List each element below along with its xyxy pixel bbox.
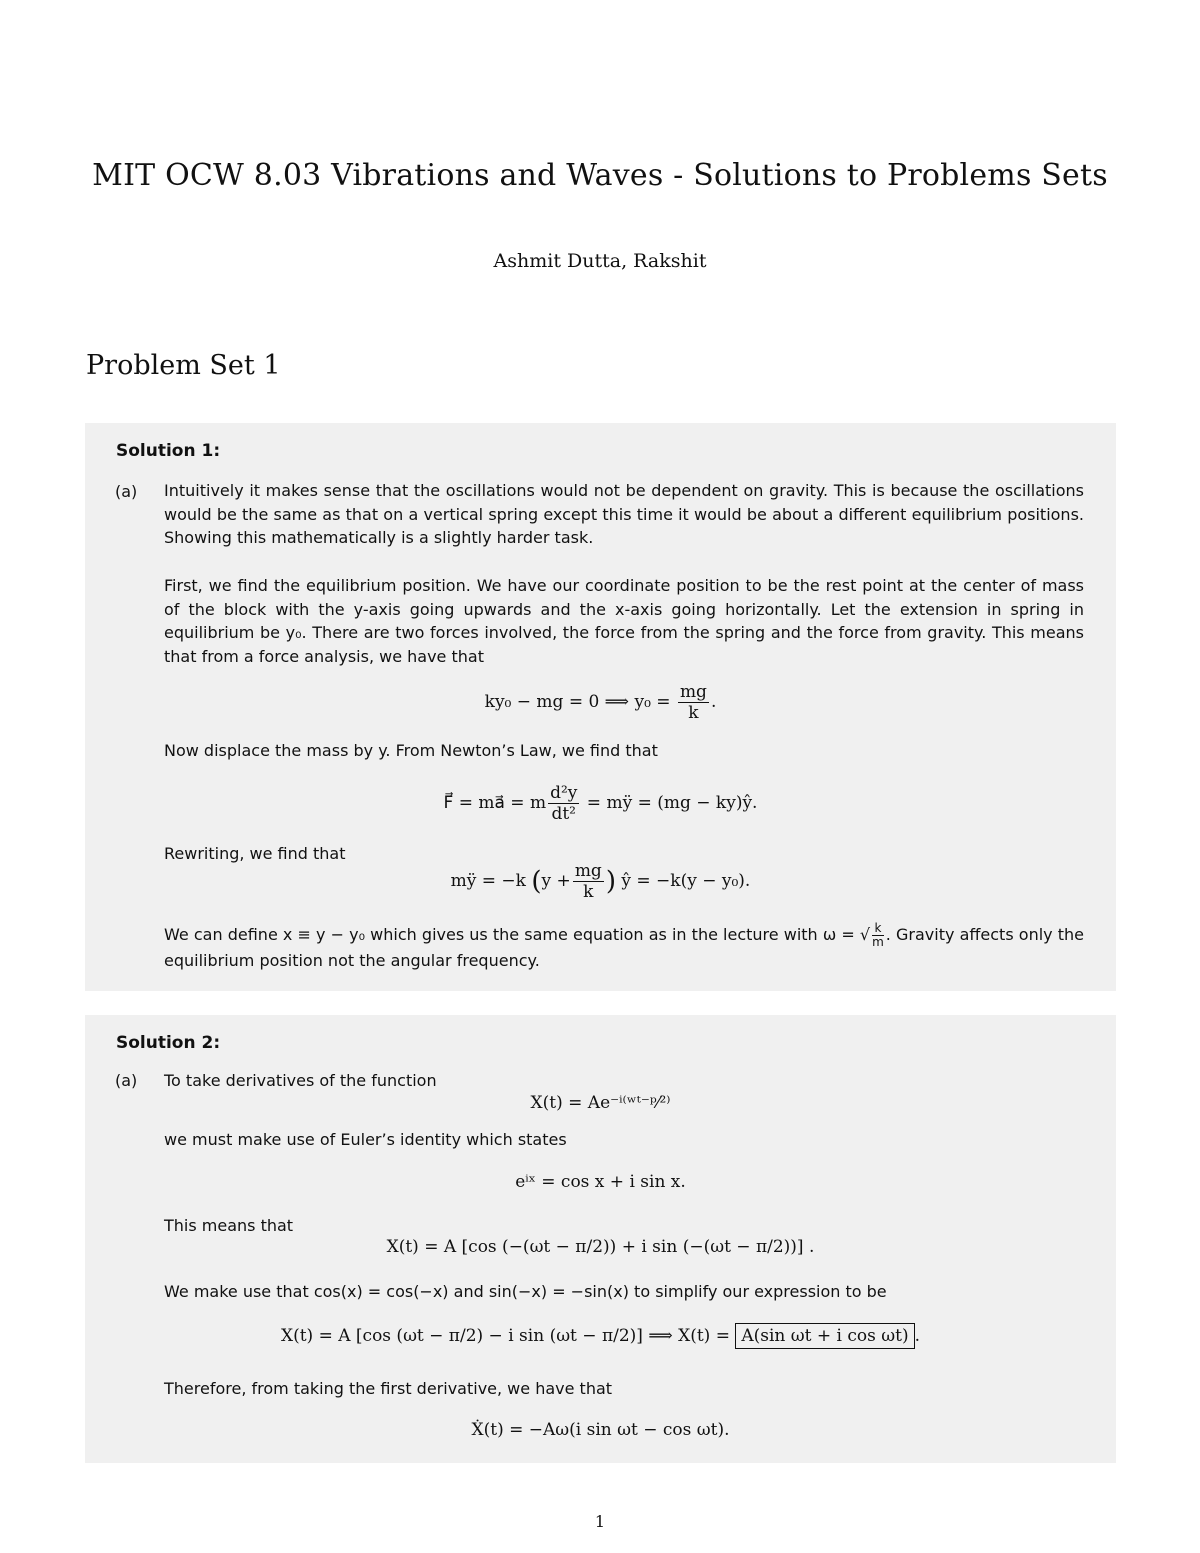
numerator: mg [679,682,707,702]
solution-1-paragraph-1: Intuitively it makes sense that the oscillations would not be dependent on gravity. This is because the oscillations would be the same as that on a vertical spring except this time it would be about a different equilibrium positions. Showing this mathematically is a slightly harder task. [164,481,1084,547]
equilibrium-equation: ky₀ − mg = 0 ⟹ y₀ = $\frac{mg}{k}$ . [484,682,717,723]
equation-main: X(t) = A [cos (ωt − π/2) − i sin (ωt − π/2)] ⟹ X(t) = [280,1326,736,1346]
paper-title: MIT OCW 8.03 Vibrations and Waves - Solutions to Problems Sets [92,158,1108,193]
simplified-equation: X(t) = A [cos (ωt − π/2) − i sin (ωt − π/2)] ⟹ X(t) = A(sin ωt + i cos ωt) . [85,1326,1116,1346]
author-list: Ashmit Dutta, Rakshit [493,250,707,272]
solution-1-paragraph-3: Now displace the mass by y. From Newton’s Law, we find that [164,741,658,760]
solution-2-paragraph-1: To take derivatives of the function [164,1071,437,1090]
fraction [678,682,709,723]
solution-2-paragraph-3: This means that [164,1216,294,1235]
numerator: d²y [550,783,578,803]
solution-2-paragraph-5: Therefore, from taking the first derivative, we have that [164,1379,613,1398]
paragraph-text-start: We can define x ≡ y − y₀ which gives us the same equation as in the lecture with ω = √ [164,925,871,944]
part-a-label: (a) [115,1071,138,1090]
paragraph-text-end: . Gravity affects only the equilibrium position not the angular frequency. [164,925,1085,970]
solution-2-heading: Solution 2: [116,1033,221,1053]
boxed-result: A(sin ωt + i cos ωt) [735,1323,914,1349]
solution-1-heading: Solution 1: [116,441,221,461]
rewritten-equation [85,861,1116,902]
equation-left-side: F⃗ = ma⃗ = m [443,793,547,813]
newton-equation [85,783,1116,824]
section-heading: Problem Set 1 [86,350,281,381]
equation-right-side: ŷ = −k(y − y₀). [621,871,751,891]
denominator: k [688,703,699,723]
numerator: k [872,922,884,936]
denominator: k [583,882,594,902]
euler-identity: eⁱˣ = cos x + i sin x. [515,1172,686,1192]
equation-left-side: ky₀ − mg = 0 ⟹ y₀ = [484,692,676,712]
right-paren-glyph: ) [605,866,616,897]
equation-left-side: mÿ = −k [450,871,526,891]
equation-right-side: = mÿ = (mg − ky)ŷ. [586,793,758,813]
fraction [573,861,604,902]
numerator: mg [574,861,602,881]
fraction [548,783,579,824]
part-a-label: (a) [115,482,138,501]
solution-2-paragraph-2: we must make use of Euler’s identity which states [164,1130,567,1149]
function-equation: X(t) = Ae⁻ⁱ⁽ʷᵗ⁻ᵖ⁄²⁾ [530,1093,671,1113]
expanded-equation: X(t) = A [cos (−(ωt − π/2)) + i sin (−(ωt − π/2))] . [386,1237,815,1257]
derivative-equation: Ẋ(t) = −Aω(i sin ωt − cos ωt). [471,1420,730,1440]
solution-1-paragraph-2: First, we find the equilibrium position. We have our coordinate position to be the rest point at the center of mass of the block with the y-axis going upwards and the x-axis going horizontally. Let the extension in spring in equilibrium be y₀. There are two forces involved, the force from the spring and the force from gravity. This means that from a force analysis, we have that [164,576,1084,666]
page-number: 1 [594,1512,606,1531]
solution-2-box [85,1015,1116,1463]
denominator: dt² [551,804,576,824]
denominator: m [872,935,884,949]
solution-2-paragraph-4: We make use that cos(x) = cos(−x) and sin(−x) = −sin(x) to simplify our expression to be [164,1282,887,1301]
left-paren-glyph: ( [531,866,542,897]
solution-1-box [85,423,1116,991]
solution-1-paragraph-5 [164,922,1084,973]
fraction [872,922,884,949]
equation-inner-term: y + [541,871,571,891]
solution-1-paragraph-4: Rewriting, we find that [164,844,346,863]
